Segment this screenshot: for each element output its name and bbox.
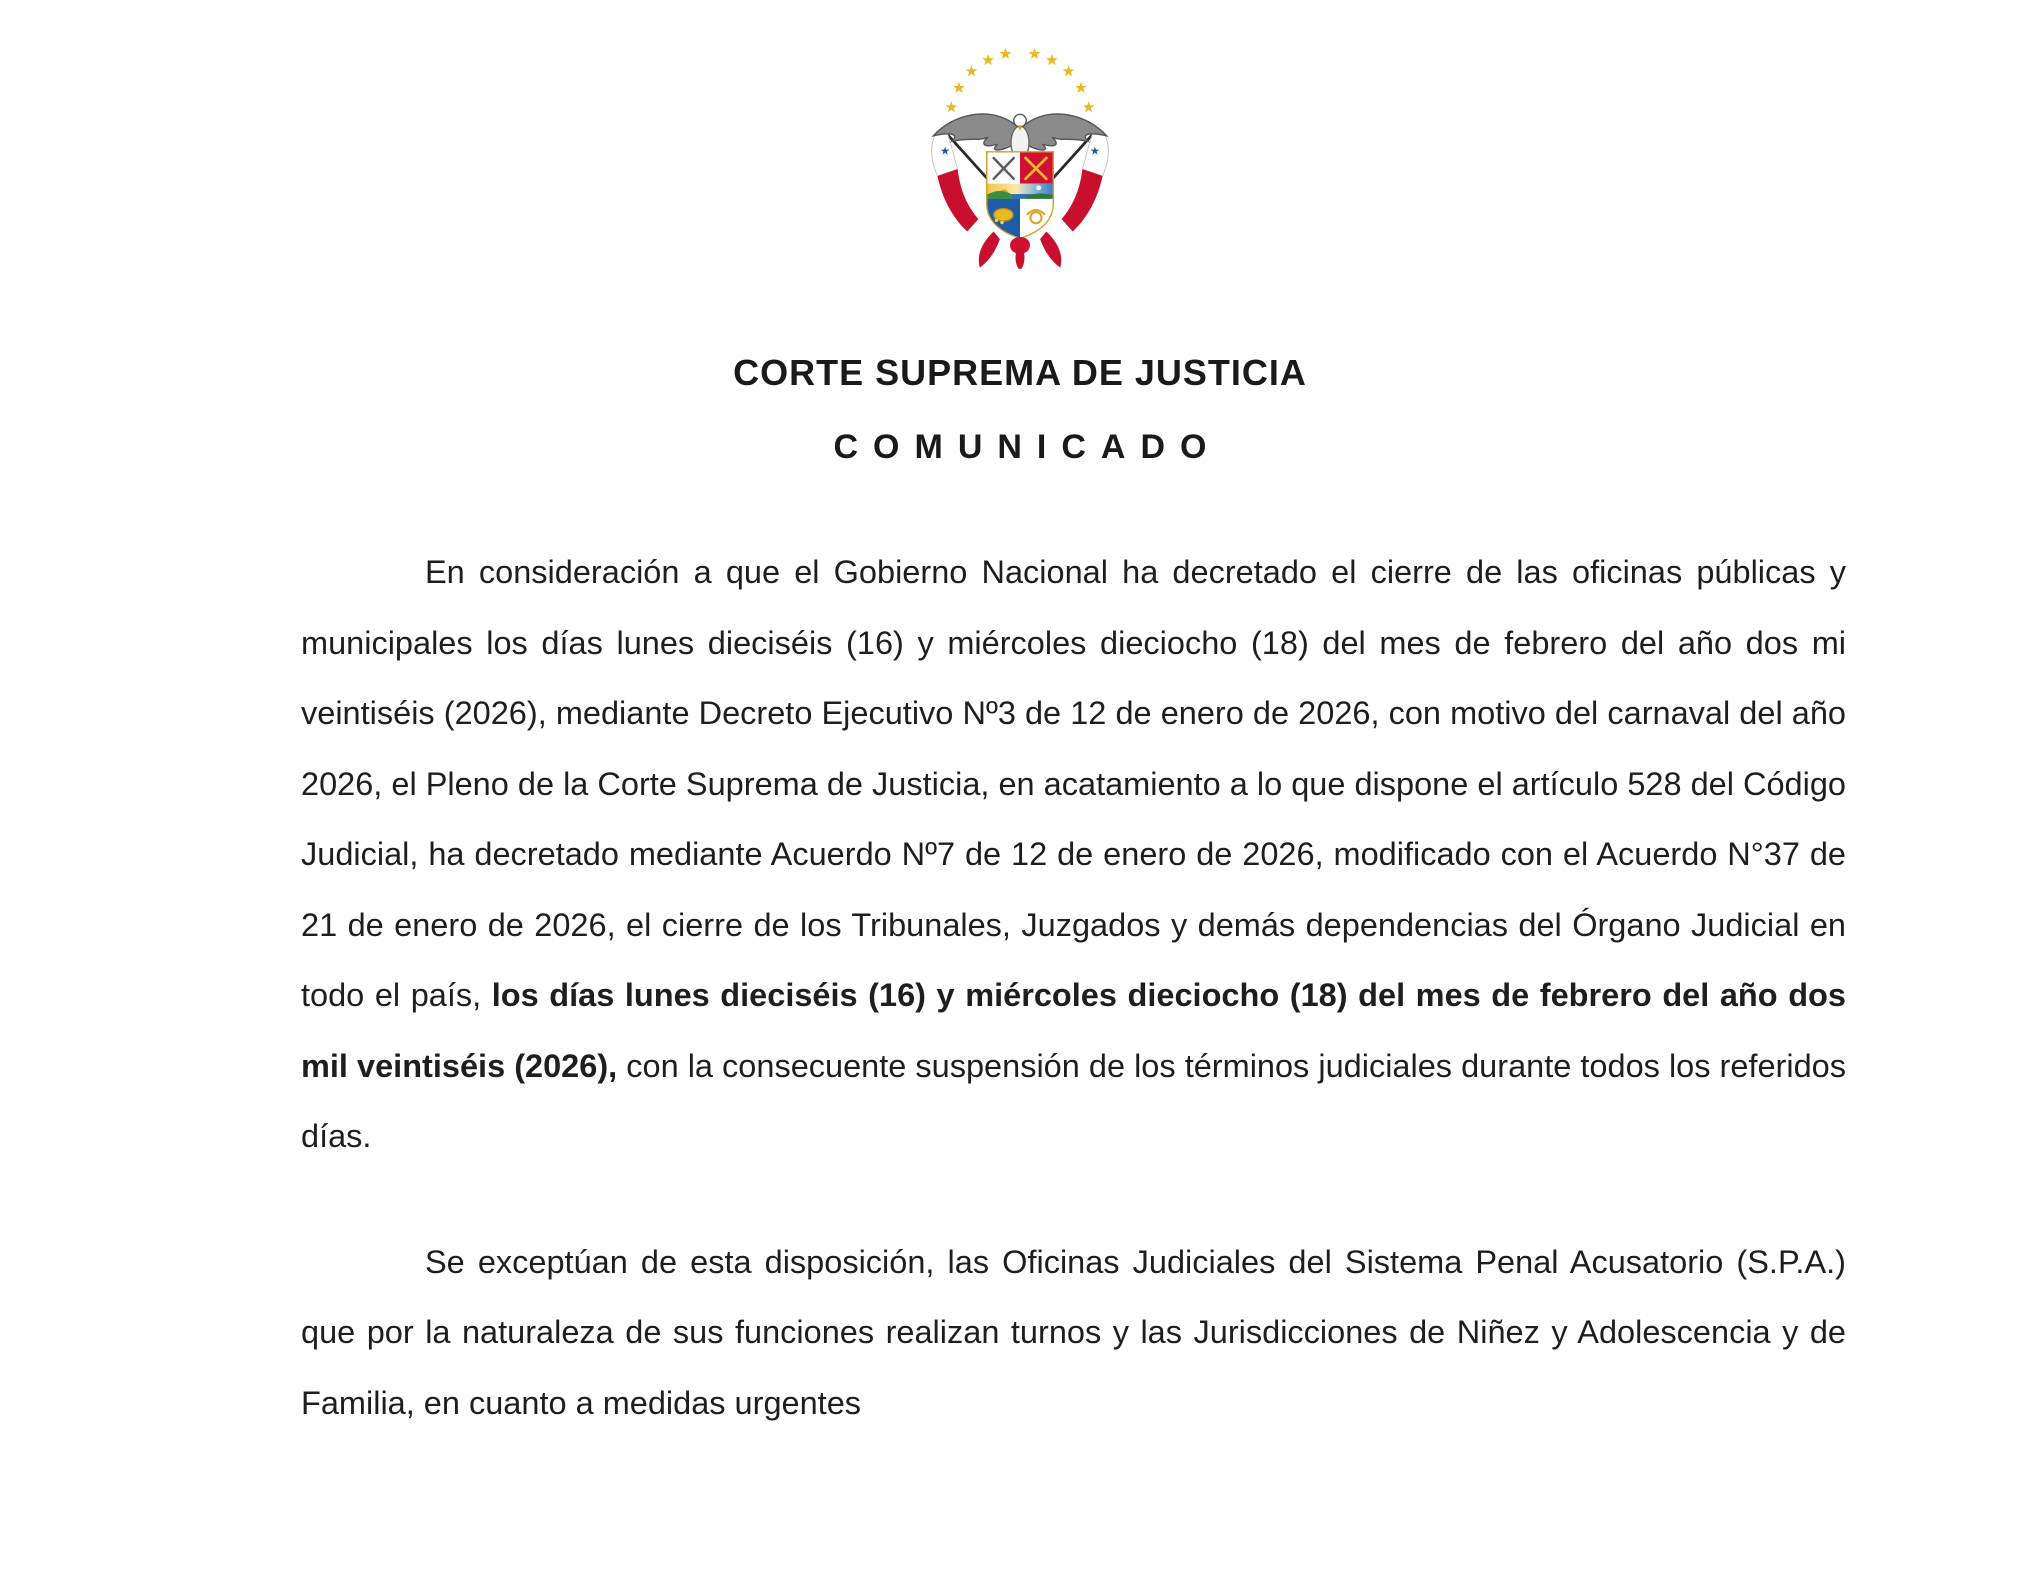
stars-arc-icon [945,48,1094,113]
panama-coat-of-arms [916,40,1124,276]
text-run: con la consecuente suspensión de los términos judiciales durante todos los referidos días. [301,1047,1846,1154]
paragraph [301,1227,1846,1439]
bold-text-run: los días lunes dieciséis (16) y miércoles dieciocho (18) del mes de febrero del año dos mil veintiséis (2026), [301,977,1846,1084]
paragraph [301,537,1846,1172]
shield-icon [987,152,1052,240]
page-title: CORTE SUPREMA DE JUSTICIA [733,352,1307,393]
ribbon-icon [979,231,1061,268]
document-subtitle: COMUNICADO [833,428,1222,466]
text-run: Se exceptúan de esta disposición, las Oficinas Judiciales del Sistema Penal Acusatorio (S.P.A.) que por la naturaleza de sus funciones realizan turnos y las Jurisdicciones de Niñez y Adolescencia y de Familia, en cuanto a medidas urgentes [301,1243,1846,1421]
text-run: En consideración a que el Gobierno Nacional ha decretado el cierre de las oficinas públicas y municipales los días lunes dieciséis (16) y miércoles dieciocho (18) del mes de febrero del año dos mi veintiséis (2026), mediante Decreto Ejecutivo Nº3 de 12 de enero de 2026, con motivo del carnaval del año 2026, el Pleno de la Corte Suprema de Justicia, en acatamiento a lo que dispone el artículo 528 del Código Judicial, ha decretado mediante Acuerdo Nº7 de 12 de enero de 2026, modificado con el Acuerdo N°37 de 21 de enero de 2026, el cierre de los Tribunales, Juzgados y demás dependencias del Órgano Judicial en todo el país, [301,554,1846,1013]
document-body [301,537,1846,1493]
